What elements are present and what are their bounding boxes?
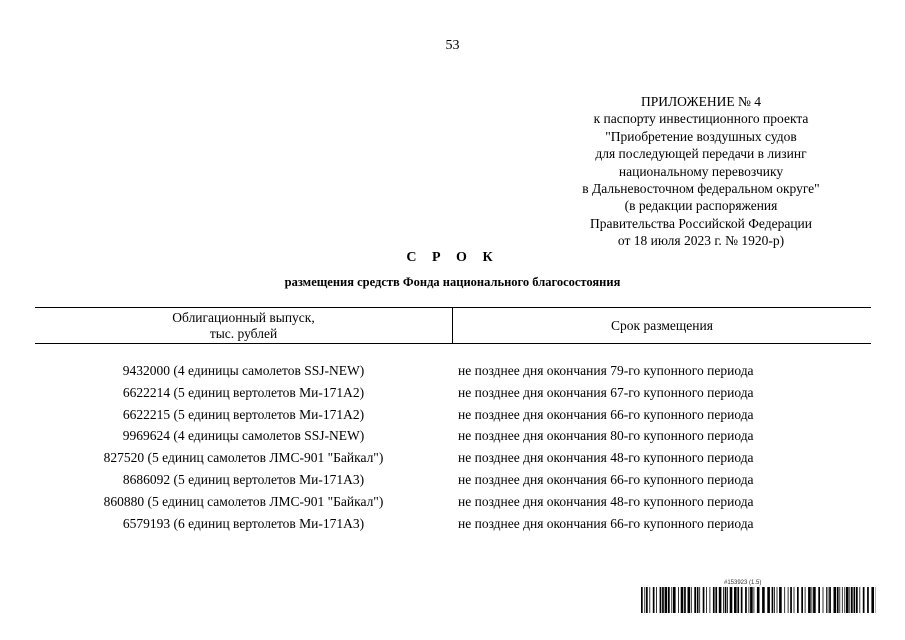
table-body [35, 360, 871, 534]
appendix-line: национальному перевозчику [618, 163, 784, 179]
appendix-line: в Дальневосточном федеральном округе" [582, 181, 820, 197]
term-cell: не позднее дня окончания 48-го купонного периода [458, 493, 754, 509]
table-row [35, 491, 871, 513]
table-row [35, 447, 871, 469]
issue-cell: 6622214 (5 единиц вертолетов Ми-171А2) [122, 384, 365, 400]
table-row [35, 513, 871, 535]
appendix-line: "Приобретение воздушных судов [605, 128, 797, 144]
document-subtitle: размещения средств Фонда национального благосостояния [284, 275, 621, 289]
issue-cell: 6579193 (6 единиц вертолетов Ми-171А3) [122, 515, 365, 531]
table-header-border [35, 343, 871, 344]
issue-cell: 9432000 (4 единицы самолетов SSJ-NEW) [122, 363, 365, 378]
issue-cell: 8686092 (5 единиц вертолетов Ми-171А3) [122, 471, 365, 487]
column-header-issue [35, 310, 452, 342]
appendix-line: (в редакции распоряжения [624, 198, 778, 214]
term-cell: не позднее дня окончания 79-го купонного периода [458, 363, 754, 378]
issue-cell: 6622215 (5 единиц вертолетов Ми-171А2) [122, 406, 365, 422]
term-cell: не позднее дня окончания 66-го купонного периода [458, 471, 754, 487]
table-row [35, 469, 871, 491]
issue-cell: 9969624 (4 единицы самолетов SSJ-NEW) [122, 428, 365, 444]
term-cell: не позднее дня окончания 48-го купонного периода [458, 450, 754, 466]
barcode-label: #153923 (1.5) [724, 580, 762, 586]
term-cell: не позднее дня окончания 67-го купонного периода [458, 384, 754, 400]
barcode-icon [641, 587, 876, 613]
term-cell: не позднее дня окончания 66-го купонного периода [458, 515, 754, 531]
column-header-issue-line: Облигационный выпуск, [172, 310, 315, 325]
page-number: 53 [445, 38, 460, 53]
term-cell: не позднее дня окончания 66-го купонного периода [458, 406, 754, 422]
appendix-line: к паспорту инвестиционного проекта [593, 111, 809, 127]
column-header-term: Срок размещения [611, 318, 713, 333]
column-header-issue-line: тыс. рублей [209, 326, 278, 341]
table-row [35, 360, 871, 382]
issue-cell: 860880 (5 единиц самолетов ЛМС-901 "Байкал") [103, 493, 384, 509]
appendix-line: ПРИЛОЖЕНИЕ № 4 [640, 94, 762, 109]
appendix-line: для последующей передачи в лизинг [595, 146, 807, 162]
table-row [35, 425, 871, 447]
table-row [35, 404, 871, 426]
table-top-border [35, 307, 871, 308]
term-cell: не позднее дня окончания 80-го купонного периода [458, 428, 754, 444]
appendix-line: от 18 июля 2023 г. № 1920-р) [617, 233, 785, 249]
appendix-header [560, 93, 842, 250]
table-row [35, 382, 871, 404]
appendix-line: Правительства Российской Федерации [590, 215, 812, 231]
issue-cell: 827520 (5 единиц самолетов ЛМС-901 "Байкал") [103, 450, 384, 466]
document-title: С Р О К [406, 250, 499, 265]
